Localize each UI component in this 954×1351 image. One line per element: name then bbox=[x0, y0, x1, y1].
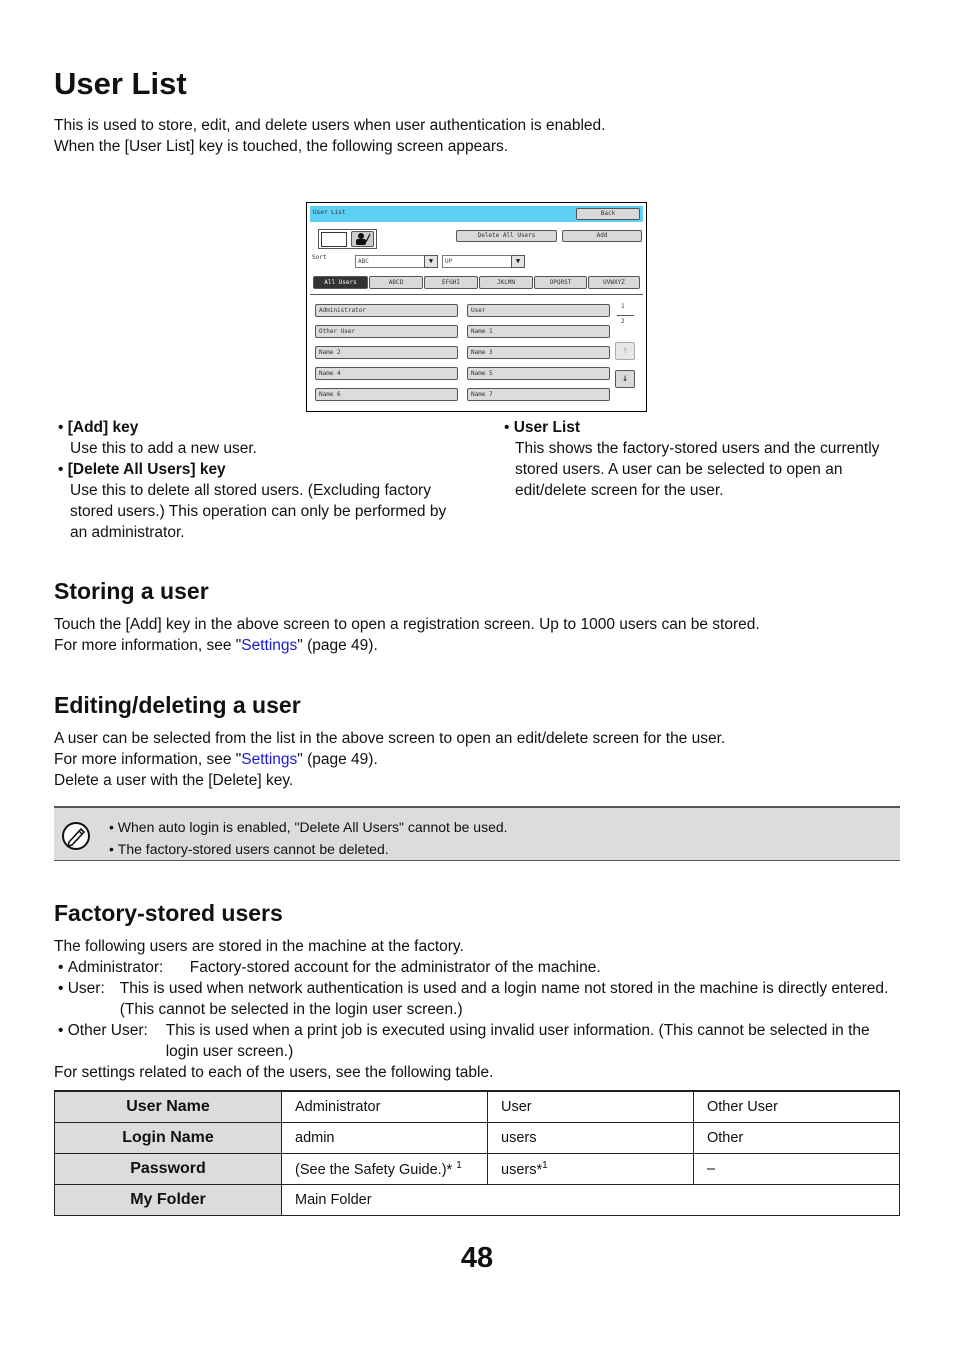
editing-line2-post: " (page 49). bbox=[297, 751, 378, 768]
factory-item bbox=[54, 978, 900, 1020]
factory-item-text: Factory-stored account for the administrator of the machine. bbox=[189, 959, 601, 976]
table-cell: Other User bbox=[694, 1091, 900, 1122]
user-list-text: This shows the factory-stored users and the currently stored users. A user can be selected to open an edit/delete screen for the user. bbox=[515, 440, 880, 499]
tab-uvwxyz[interactable]: UVWXYZ bbox=[588, 276, 640, 289]
user-icon bbox=[355, 232, 371, 245]
add-key-heading: [Add] key bbox=[67, 419, 139, 436]
editing-line: A user can be selected from the list in the above screen to open an edit/delete screen for the user. bbox=[54, 730, 726, 747]
bullet: • bbox=[58, 1022, 68, 1039]
row-header: User Name bbox=[55, 1091, 282, 1122]
table-cell: Other bbox=[694, 1122, 900, 1153]
editing-line: Delete a user with the [Delete] key. bbox=[54, 772, 294, 789]
order-dropdown-arrow-icon[interactable]: ▼ bbox=[511, 255, 525, 268]
list-item[interactable]: Name 7 bbox=[467, 388, 610, 401]
list-item[interactable]: Other User bbox=[315, 325, 458, 338]
note-text: When auto login is enabled, "Delete All Users" cannot be used. bbox=[117, 819, 508, 835]
page-title: User List bbox=[54, 66, 187, 101]
list-item[interactable]: Name 6 bbox=[315, 388, 458, 401]
screen-title: User List bbox=[313, 209, 346, 216]
note-text: The factory-stored users cannot be deleted. bbox=[117, 841, 389, 857]
bullet: • bbox=[58, 959, 68, 976]
sort-dropdown-arrow-icon[interactable]: ▼ bbox=[424, 255, 438, 268]
table-row bbox=[55, 1091, 900, 1122]
settings-link[interactable]: Settings bbox=[241, 637, 298, 654]
table-row bbox=[55, 1153, 900, 1184]
table-cell: Main Folder bbox=[282, 1184, 900, 1215]
list-item[interactable]: Name 1 bbox=[467, 325, 610, 338]
cell-text: (See the Safety Guide.)* bbox=[295, 1161, 453, 1178]
order-select[interactable]: UP bbox=[442, 255, 512, 268]
delete-all-heading: [Delete All Users] key bbox=[67, 461, 226, 478]
tab-jklmn[interactable]: JKLMN bbox=[479, 276, 533, 289]
scroll-up-arrow-icon[interactable]: ↑ bbox=[615, 342, 635, 360]
tab-abcd[interactable]: ABCD bbox=[369, 276, 423, 289]
tab-all-users[interactable]: All Users bbox=[313, 276, 368, 289]
note-item: • When auto login is enabled, "Delete All Users" cannot be used. bbox=[109, 819, 508, 835]
tab-opqrst[interactable]: OPQRST bbox=[534, 276, 587, 289]
intro-line: When the [User List] key is touched, the following screen appears. bbox=[54, 138, 509, 155]
table-row bbox=[55, 1184, 900, 1215]
factory-item-text: This is used when a print job is executed using invalid user information. (This cannot be selected in the login user screen.) bbox=[165, 1022, 870, 1060]
delete-all-text: Use this to delete all stored users. (Excluding factory stored users.) This operation can only be performed by an administrator. bbox=[70, 482, 447, 541]
table-cell: users bbox=[488, 1122, 694, 1153]
key-descriptions-left bbox=[58, 417, 458, 543]
intro-line: This is used to store, edit, and delete users when user authentication is enabled. bbox=[54, 117, 606, 134]
note-pencil-icon bbox=[60, 821, 92, 851]
table-cell bbox=[282, 1153, 488, 1184]
factory-heading: Factory-stored users bbox=[54, 900, 283, 926]
page-number: 48 bbox=[460, 1242, 494, 1274]
table-row bbox=[55, 1122, 900, 1153]
add-key-text: Use this to add a new user. bbox=[70, 440, 257, 457]
table-cell: User bbox=[488, 1091, 694, 1122]
factory-item-label: Other User: bbox=[67, 1022, 148, 1039]
user-list-heading: User List bbox=[513, 419, 581, 436]
bullet: • bbox=[504, 419, 514, 436]
factory-outro: For settings related to each of the users, see the following table. bbox=[54, 1064, 494, 1081]
list-item[interactable]: Name 3 bbox=[467, 346, 610, 359]
list-item[interactable]: Administrator bbox=[315, 304, 458, 317]
sort-label: Sort bbox=[312, 254, 327, 261]
cell-text: users* bbox=[501, 1161, 543, 1178]
list-item[interactable]: Name 2 bbox=[315, 346, 458, 359]
factory-item bbox=[54, 1020, 900, 1062]
page-total: 2 bbox=[621, 318, 625, 325]
editing-heading: Editing/deleting a user bbox=[54, 692, 301, 718]
scroll-down-arrow-icon[interactable]: ↓ bbox=[615, 370, 635, 388]
back-button[interactable]: Back bbox=[576, 208, 640, 220]
key-descriptions-right bbox=[504, 417, 899, 501]
factory-item-label: Administrator: bbox=[67, 959, 164, 976]
sort-select[interactable]: ABC bbox=[355, 255, 425, 268]
settings-link[interactable]: Settings bbox=[241, 751, 298, 768]
footnote-mark: 1 bbox=[542, 1159, 548, 1171]
factory-item bbox=[54, 957, 900, 978]
storing-heading: Storing a user bbox=[54, 578, 209, 604]
storing-line: Touch the [Add] key in the above screen to open a registration screen. Up to 1000 users can be stored. bbox=[54, 616, 760, 633]
factory-item-text: This is used when network authentication is used and a login name not stored in the machine is directly entered. (This cannot be selected in the login user screen.) bbox=[119, 980, 889, 1018]
note-item: • The factory-stored users cannot be deleted. bbox=[109, 841, 389, 857]
list-item[interactable]: Name 4 bbox=[315, 367, 458, 380]
user-input[interactable] bbox=[321, 232, 347, 247]
bullet: • bbox=[58, 419, 68, 436]
user-list-screen-illustration bbox=[306, 202, 647, 412]
factory-users-table bbox=[54, 1090, 900, 1216]
storing-line2-post: " (page 49). bbox=[297, 637, 378, 654]
table-cell: admin bbox=[282, 1122, 488, 1153]
factory-text bbox=[54, 936, 900, 1083]
bullet: • bbox=[58, 980, 68, 997]
editing-text bbox=[54, 728, 725, 791]
table-cell: Administrator bbox=[282, 1091, 488, 1122]
add-button[interactable]: Add bbox=[562, 230, 642, 242]
list-item[interactable]: Name 5 bbox=[467, 367, 610, 380]
row-header: My Folder bbox=[55, 1184, 282, 1215]
footnote-mark: 1 bbox=[456, 1159, 462, 1171]
storing-text bbox=[54, 614, 760, 656]
bullet: • bbox=[58, 461, 68, 478]
note-list bbox=[109, 816, 508, 860]
list-item[interactable]: User bbox=[467, 304, 610, 317]
divider bbox=[310, 294, 643, 295]
tab-efghi[interactable]: EFGHI bbox=[424, 276, 478, 289]
row-header: Login Name bbox=[55, 1122, 282, 1153]
user-search-button[interactable] bbox=[351, 231, 374, 247]
factory-item-label: User: bbox=[67, 980, 105, 997]
delete-all-users-button[interactable]: Delete All Users bbox=[456, 230, 557, 242]
row-header: Password bbox=[55, 1153, 282, 1184]
factory-intro: The following users are stored in the machine at the factory. bbox=[54, 938, 464, 955]
intro bbox=[54, 115, 605, 157]
note-box bbox=[54, 806, 900, 861]
editing-line2-pre: For more information, see " bbox=[54, 751, 242, 768]
page-current: 1 bbox=[621, 303, 625, 310]
table-cell: – bbox=[694, 1153, 900, 1184]
table-cell bbox=[488, 1153, 694, 1184]
page-divider bbox=[617, 315, 634, 316]
storing-line2-pre: For more information, see " bbox=[54, 637, 242, 654]
